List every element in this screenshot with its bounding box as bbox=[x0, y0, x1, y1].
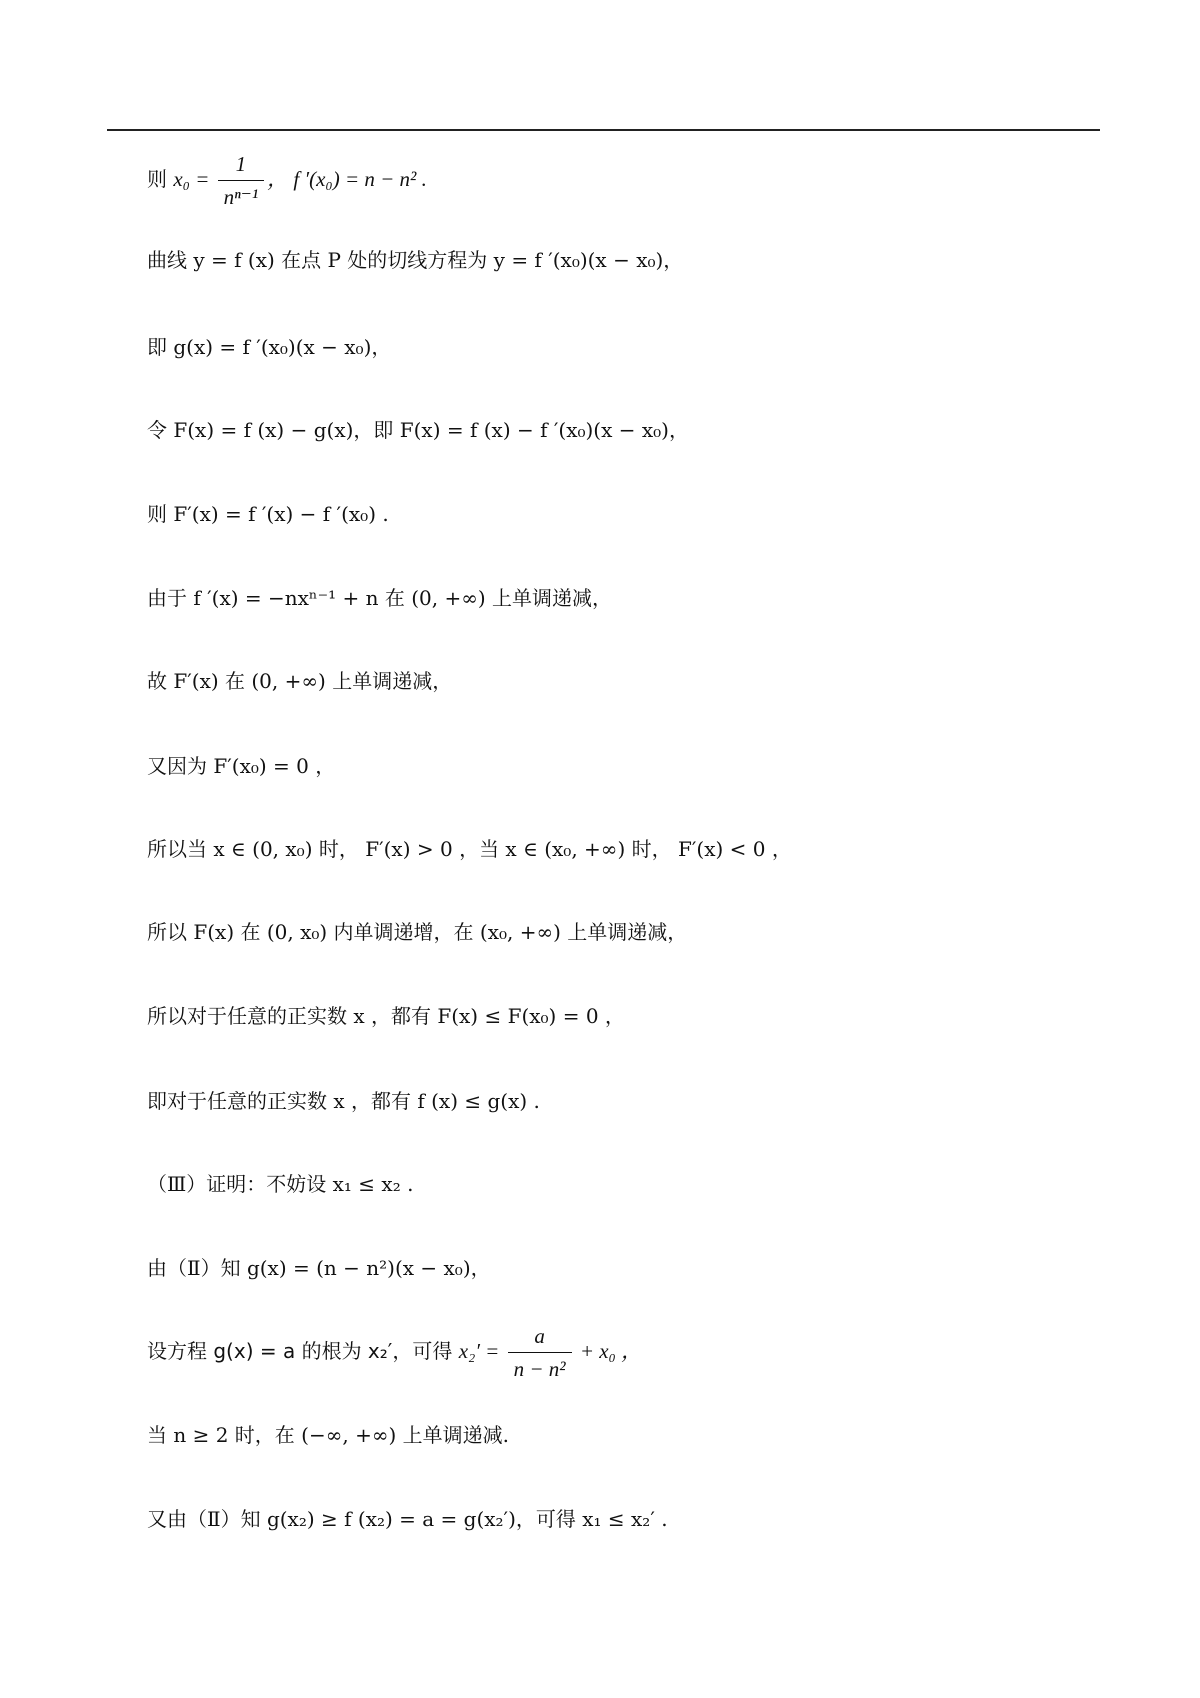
line-7: 故 F′(x) 在 (0, +∞) 上单调递减， bbox=[147, 669, 453, 693]
line-1-suffix: ， f ′(x₀) = n − n² . bbox=[267, 167, 427, 191]
line-10: 所以 F(x) 在 (0, x₀) 内单调递增，在 (x₀, +∞) 上单调递减， bbox=[147, 920, 688, 944]
fraction bbox=[508, 1322, 572, 1383]
line-2: 曲线 y = f (x) 在点 P 处的切线方程为 y = f ′(x₀)(x − x₀)， bbox=[147, 248, 684, 272]
line-12: 即对于任意的正实数 x ，都有 f (x) ≤ g(x) . bbox=[147, 1089, 540, 1113]
line-6: 由于 f ′(x) = −nxⁿ⁻¹ + n 在 (0, +∞) 上单调递减， bbox=[147, 586, 613, 610]
fraction-denominator: nⁿ⁻¹ bbox=[223, 185, 259, 209]
fraction bbox=[218, 150, 265, 211]
line-9: 所以当 x ∈ (0, x₀) 时， F′(x) > 0 ，当 x ∈ (x₀, +∞) 时， F′(x) < 0 ， bbox=[147, 837, 792, 861]
fraction-denominator: n − n² bbox=[513, 1357, 566, 1381]
header-rule bbox=[107, 129, 1100, 131]
line-1 bbox=[147, 150, 427, 211]
fraction-numerator: 1 bbox=[218, 150, 265, 181]
line-14: 由（Ⅱ）知 g(x) = (n − n²)(x − x₀)， bbox=[147, 1256, 491, 1280]
line-4: 令 F(x) = f (x) − g(x)，即 F(x) = f (x) − f ′(x₀)(x − x₀)， bbox=[147, 418, 689, 442]
line-15 bbox=[147, 1322, 642, 1383]
line-13: （Ⅲ）证明：不妨设 x₁ ≤ x₂ . bbox=[147, 1172, 414, 1196]
line-3: 即 g(x) = f ′(x₀)(x − x₀)， bbox=[147, 335, 392, 359]
line-17: 又由（Ⅱ）知 g(x₂) ≥ f (x₂) = a = g(x₂′)，可得 x₁ ≤ x₂′ . bbox=[147, 1507, 668, 1531]
line-15-math: x₂′ = bbox=[458, 1339, 505, 1363]
line-16: 当 n ≥ 2 时，在 (−∞, +∞) 上单调递减. bbox=[147, 1423, 510, 1447]
line-8: 又因为 F′(x₀) = 0 ， bbox=[147, 754, 336, 778]
line-5: 则 F′(x) = f ′(x) − f ′(x₀) . bbox=[147, 502, 389, 526]
line-1-prefix: 则 bbox=[147, 167, 174, 191]
fraction-numerator: a bbox=[508, 1322, 572, 1353]
line-11: 所以对于任意的正实数 x ，都有 F(x) ≤ F(x₀) = 0 ， bbox=[147, 1004, 625, 1028]
line-15-prefix: 设方程 g(x) = a 的根为 x₂′，可得 bbox=[147, 1339, 459, 1363]
line-1-math: x₀ = bbox=[173, 167, 215, 191]
line-15-suffix: + x₀ ， bbox=[574, 1339, 643, 1363]
